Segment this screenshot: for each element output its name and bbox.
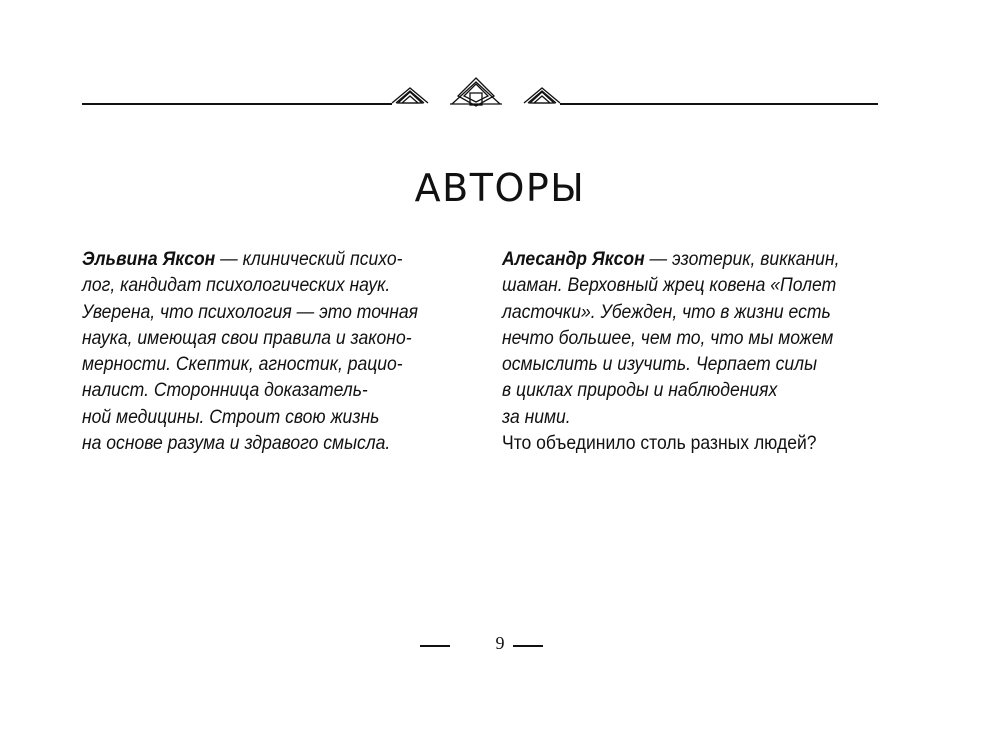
bio-line: нечто большее, чем то, что мы можем bbox=[502, 326, 834, 349]
bio-line: лог, кандидат психологических наук. bbox=[82, 274, 391, 297]
bio-line: осмыслить и изучить. Черпает силы bbox=[502, 353, 817, 376]
header-rule-right bbox=[560, 103, 878, 105]
bio-line: наука, имеющая свои правила и законо- bbox=[82, 326, 412, 349]
header-rule-left bbox=[82, 103, 392, 105]
bio-line: на основе разума и здравого смысла. bbox=[82, 432, 391, 455]
author-name: Алесандр Яксон bbox=[502, 248, 645, 270]
folio-rule-right bbox=[513, 645, 543, 647]
page-number: 9 bbox=[495, 633, 505, 653]
bio-line: ласточки». Убежден, что в жизни есть bbox=[502, 300, 831, 323]
bio-line: ной медицины. Строит свою жизнь bbox=[82, 405, 380, 428]
closing-question: Что объединило столь разных людей? bbox=[502, 432, 817, 455]
author-name: Эльвина Яксон bbox=[82, 248, 216, 270]
header-ornament-icon bbox=[390, 74, 562, 110]
author-bio-right bbox=[502, 246, 880, 456]
bio-line: шаман. Верховный жрец ковена «Полет bbox=[502, 274, 837, 297]
author-bio-left bbox=[82, 246, 451, 456]
bio-line: налист. Сторонница доказатель- bbox=[82, 379, 368, 402]
bio-text: — эзотерик, викканин, bbox=[644, 248, 840, 270]
bio-line: в циклах природы и наблюдениях bbox=[502, 379, 778, 402]
bio-line: Уверена, что психология — это точная bbox=[82, 300, 419, 323]
bio-line bbox=[502, 246, 880, 272]
page-title: АВТОРЫ bbox=[414, 166, 586, 210]
bio-line: за ними. bbox=[502, 405, 571, 428]
bio-text: — клинический психо- bbox=[215, 248, 403, 270]
bio-line: мерности. Скептик, агностик, рацио- bbox=[82, 353, 403, 376]
bio-line bbox=[82, 246, 451, 272]
